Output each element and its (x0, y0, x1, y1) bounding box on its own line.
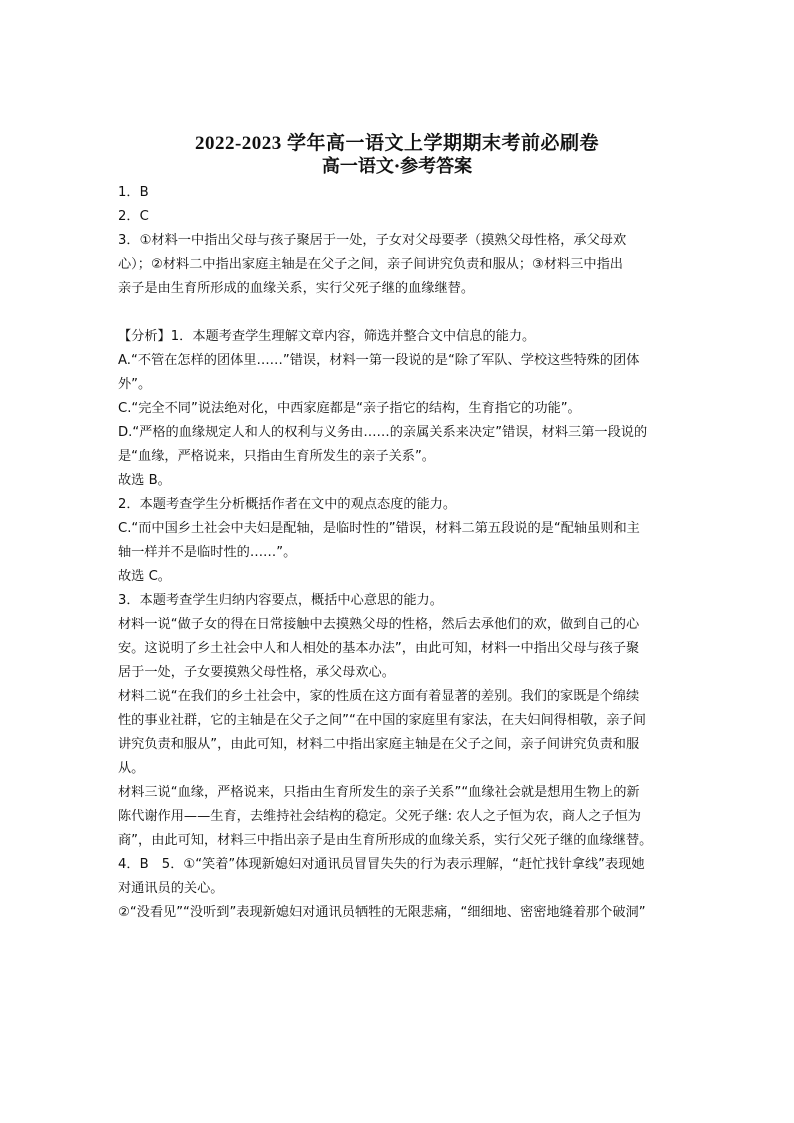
text-line: 故选 B。 (118, 473, 171, 488)
text-line: 故选 C。 (118, 569, 171, 584)
text-line: 2．C (118, 209, 149, 224)
text-line: 外”。 (118, 377, 152, 392)
text-line: 对通讯员的关心。 (118, 881, 224, 896)
text-line: 讲究负责和服从”，由此可知，材料二中指出家庭主轴是在父子之间，亲子间讲究负责和服 (118, 737, 640, 752)
text-line: 性的事业社群，它的主轴是在父子之间”“在中国的家庭里有家法，在夫妇间得相敬，亲子间 (118, 713, 646, 728)
text-line: 商”，由此可知，材料三中指出亲子是由生育所形成的血缘关系，实行父死子继的血缘继替。 (118, 833, 653, 848)
text-line: 轴一样并不是临时性的……”。 (118, 545, 297, 560)
text-line: 安。这说明了乡土社会中人和人相处的基本办法”，由此可知，材料一中指出父母与孩子聚 (118, 641, 640, 656)
text-line: 陈代谢作用——生育，去维持社会结构的稳定。父死子继: 农人之子恒为农，商人之子恒为 (118, 809, 641, 824)
text-line: ②“没看见”“没听到”表现新媳妇对通讯员牺牲的无限悲痛，“细细地、密密地缝着那个破洞” (118, 905, 646, 920)
text-line: 亲子是由生育所形成的血缘关系，实行父死子继的血缘继替。 (118, 281, 475, 296)
text-line: C.“而中国乡土社会中夫妇是配轴，是临时性的”错误，材料二第五段说的是“配轴虽则和主 (118, 521, 640, 536)
text-line: A.“不管在怎样的团体里……”错误，材料一第一段说的是“除了军队、学校这些特殊的团体 (118, 353, 640, 368)
text-line: 3．①材料一中指出父母与孩子聚居于一处，子女对父母要孝（摸熟父母性格，承父母欢 (118, 233, 627, 248)
text-line: 【分析】1．本题考查学生理解文章内容，筛选并整合文中信息的能力。 (118, 329, 536, 344)
text-line: 材料一说“做子女的得在日常接触中去摸熟父母的性格，然后去承他们的欢，做到自己的心 (118, 617, 640, 632)
text-line: 材料二说“在我们的乡土社会中，家的性质在这方面有着显著的差别。我们的家既是个绵续 (118, 689, 640, 704)
blank-line (118, 301, 683, 325)
text-line: 心）；②材料二中指出家庭主轴是在父子之间，亲子间讲究负责和服从；③材料三中指出 (118, 257, 623, 272)
text-line: 居于一处，子女要摸熟父母性格，承父母欢心。 (118, 665, 395, 680)
document-subtitle: 高一语文·参考答案 (321, 156, 473, 177)
text-line: 1．B (118, 185, 149, 200)
text-line: 3．本题考查学生归纳内容要点，概括中心意思的能力。 (118, 593, 443, 608)
answer-body (118, 181, 683, 925)
text-line: 2．本题考查学生分析概括作者在文中的观点态度的能力。 (118, 497, 457, 512)
text-line: 从。 (118, 761, 145, 776)
text-line: D.“严格的血缘规定人和人的权利与义务由……的亲属关系来决定”错误，材料三第一段说的 (118, 425, 648, 440)
text-line: 是“血缘，严格说来，只指由生育所发生的亲子关系”。 (118, 449, 435, 464)
text-line: 材料三说“血缘，严格说来，只指由生育所发生的亲子关系”“血缘社会就是想用生物上的新 (118, 785, 640, 800)
text-line: 4．B 5．①“笑着”体现新媳妇对通讯员冒冒失失的行为表示理解，“赶忙找针拿线”表现她 (118, 857, 645, 872)
document-title: 2022-2023 学年高一语文上学期期末考前必刷卷 (194, 133, 600, 154)
text-line: C.“完全不同”说法绝对化，中西家庭都是“亲子指它的结构，生育指它的功能”。 (118, 401, 581, 416)
